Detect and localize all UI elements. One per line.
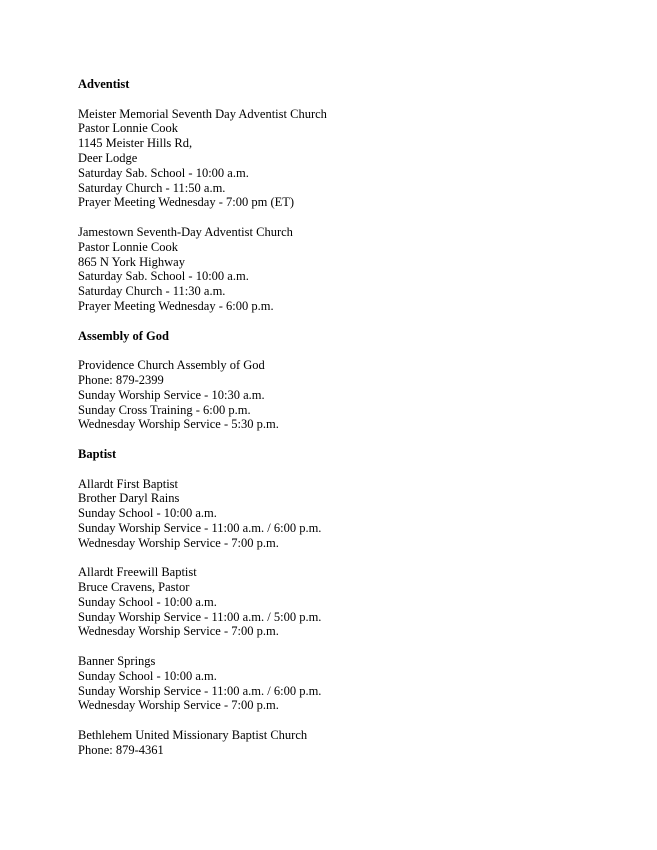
section-heading-adventist: Adventist: [78, 77, 130, 91]
service-time: Saturday Sab. School - 10:00 a.m.: [78, 269, 249, 284]
service-time: Sunday School - 10:00 a.m.: [78, 506, 217, 521]
church-entry-providence: [78, 358, 638, 432]
service-time: Wednesday Worship Service - 7:00 p.m.: [78, 624, 279, 639]
church-name: Allardt Freewill Baptist: [78, 565, 197, 580]
church-name: Bethlehem United Missionary Baptist Church: [78, 728, 308, 743]
church-phone: Phone: 879-4361: [78, 742, 164, 757]
spacer: [78, 713, 638, 728]
section-heading-baptist: Baptist: [78, 446, 117, 461]
church-city: Deer Lodge: [78, 150, 138, 165]
spacer: [78, 343, 638, 358]
service-time: Wednesday Worship Service - 7:00 p.m.: [78, 698, 279, 713]
service-time: Sunday School - 10:00 a.m.: [78, 594, 217, 609]
section-heading-assembly-of-god: Assembly of God: [78, 328, 169, 343]
church-name: Allardt First Baptist: [78, 476, 178, 491]
service-time: Saturday Sab. School - 10:00 a.m.: [78, 165, 249, 180]
church-entry-jamestown-sda: [78, 225, 638, 314]
church-pastor: Pastor Lonnie Cook: [78, 239, 178, 254]
church-entry-meister-memorial: [78, 107, 638, 211]
church-phone: Phone: 879-2399: [78, 372, 164, 387]
service-time: Sunday Worship Service - 11:00 a.m. / 6:00 p.m.: [78, 683, 322, 698]
service-time: Sunday Worship Service - 11:00 a.m. / 5:00 p.m.: [78, 609, 322, 624]
church-name: Jamestown Seventh-Day Adventist Church: [78, 224, 293, 239]
church-pastor: Bruce Cravens, Pastor: [78, 580, 190, 595]
service-time: Prayer Meeting Wednesday - 6:00 p.m.: [78, 298, 274, 313]
church-entry-banner-springs: [78, 654, 638, 713]
service-time: Sunday Worship Service - 10:30 a.m.: [78, 387, 265, 402]
church-pastor: Brother Daryl Rains: [78, 491, 180, 506]
church-entry-allardt-freewill-baptist: [78, 565, 638, 639]
church-entry-allardt-first-baptist: [78, 477, 638, 551]
service-time: Sunday School - 10:00 a.m.: [78, 668, 217, 683]
church-name: Meister Memorial Seventh Day Adventist Church: [78, 106, 327, 121]
service-time: Saturday Church - 11:50 a.m.: [78, 180, 226, 195]
church-pastor: Pastor Lonnie Cook: [78, 121, 178, 136]
service-time: Prayer Meeting Wednesday - 7:00 pm (ET): [78, 195, 295, 210]
service-time: Sunday Worship Service - 11:00 a.m. / 6:00 p.m.: [78, 520, 322, 535]
spacer: [78, 92, 638, 107]
church-entry-bethlehem-united: [78, 728, 638, 758]
church-name: Providence Church Assembly of God: [78, 358, 265, 373]
church-name: Banner Springs: [78, 654, 156, 669]
church-directory: [78, 77, 638, 758]
spacer: [78, 639, 638, 654]
service-time: Wednesday Worship Service - 7:00 p.m.: [78, 535, 279, 550]
spacer: [78, 210, 638, 225]
church-address: 865 N York Highway: [78, 254, 185, 269]
service-time: Wednesday Worship Service - 5:30 p.m.: [78, 417, 279, 432]
church-address: 1145 Meister Hills Rd,: [78, 136, 193, 151]
service-time: Saturday Church - 11:30 a.m.: [78, 284, 226, 299]
spacer: [78, 462, 638, 477]
service-time: Sunday Cross Training - 6:00 p.m.: [78, 402, 251, 417]
spacer: [78, 314, 638, 329]
spacer: [78, 432, 638, 447]
spacer: [78, 551, 638, 566]
